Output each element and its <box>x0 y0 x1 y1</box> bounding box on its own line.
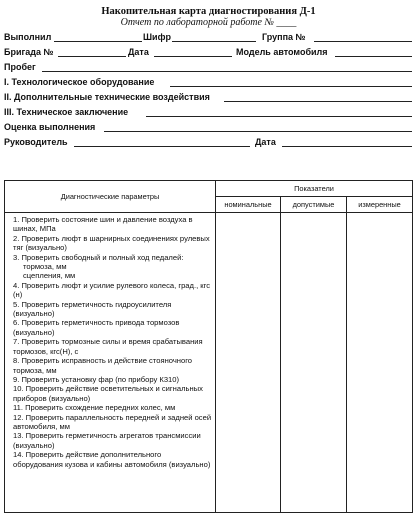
param-item: 5. Проверить герметичность гидроусилителя (визуально) <box>13 299 172 319</box>
extra-field[interactable] <box>224 101 412 102</box>
grade-label: Оценка выполнения <box>4 122 96 132</box>
param-item: 8. Проверить исправность и действие стояночного тормоза, мм <box>13 356 193 375</box>
param-item: 3. Проверить свободный и полный ход педалей: <box>13 252 184 262</box>
diagnostics-table <box>4 180 413 513</box>
conclusion-label: III. Техническое заключение <box>4 107 129 117</box>
param-item: 10. Проверить действие осветительных и сигнальных приборов (визуально) <box>13 384 203 403</box>
params-list <box>5 213 216 513</box>
fio-field[interactable] <box>54 41 142 42</box>
param-item: 1. Проверить состояние шин и давление воздуха в шинах, МПа <box>13 215 193 234</box>
param-item: 12. Проверить параллельность передней и задней осей автомобиля, мм <box>13 412 212 431</box>
mileage-field[interactable] <box>42 71 412 72</box>
group-label: Группа № <box>262 32 306 42</box>
subtitle-blank: ____ <box>276 17 297 28</box>
model-field[interactable] <box>335 56 412 57</box>
param-subitem: тормоза, мм <box>23 262 67 272</box>
supervisor-label: Руководитель <box>4 137 68 147</box>
brigade-label: Бригада № <box>4 47 54 57</box>
param-item: 13. Проверить герметичность агрегатов трансмиссии (визуально) <box>13 431 201 450</box>
param-item: 9. Проверить установку фар (по прибору К310) <box>13 374 180 384</box>
param-item: 6. Проверить герметичность привода тормозов (визуально) <box>13 318 180 337</box>
supervisor-date-label: Дата <box>255 137 276 147</box>
cipher-field[interactable] <box>172 41 256 42</box>
model-label: Модель автомобиля <box>236 47 328 57</box>
equipment-field[interactable] <box>170 86 412 87</box>
card-subtitle <box>0 17 417 28</box>
nominal-values-cell[interactable] <box>216 213 281 513</box>
col-allowed-header: допустимые <box>281 197 347 213</box>
equipment-label: I. Технологическое оборудование <box>4 77 155 87</box>
date-field[interactable] <box>154 56 232 57</box>
brigade-field[interactable] <box>58 56 126 57</box>
col-measured-header: измеренные <box>347 197 413 213</box>
extra-label: II. Дополнительные технические воздействия <box>4 92 210 102</box>
param-item: 14. Проверить действие дополнительного оборудования кузова и кабины автомобиля (визуально) <box>13 450 211 469</box>
supervisor-date-field[interactable] <box>282 146 412 147</box>
card-title: Накопительная карта диагностирования Д-1 <box>101 6 316 17</box>
group-field[interactable] <box>314 41 412 42</box>
col-nominal-header: номинальные <box>216 197 281 213</box>
date-label: Дата <box>128 47 149 57</box>
param-item: 4. Проверить люфт и усилие рулевого колеса, град., кгс (н) <box>13 280 211 300</box>
param-item: 11. Проверить схождение передних колес, мм <box>13 403 176 413</box>
param-item: 7. Проверить тормозные силы и время срабатывания тормозов, кгс(Н), с <box>13 337 203 356</box>
conclusion-field[interactable] <box>146 116 412 117</box>
cipher-label: Шифр <box>143 32 171 42</box>
grade-field[interactable] <box>104 131 412 132</box>
allowed-values-cell[interactable] <box>281 213 347 513</box>
supervisor-field[interactable] <box>74 146 250 147</box>
indicators-header: Показатели <box>216 181 413 197</box>
mileage-label: Пробег <box>4 62 36 72</box>
subtitle-text: Отчет по лабораторной работе № <box>120 17 274 28</box>
measured-values-cell[interactable] <box>347 213 413 513</box>
param-item: 2. Проверить люфт в шарнирных соединениях рулевых тяг (визуально) <box>13 233 210 253</box>
fio-label: Выполнил <box>4 32 52 42</box>
params-header: Диагностические параметры <box>5 181 216 213</box>
param-subitem: сцепления, мм <box>23 271 76 281</box>
